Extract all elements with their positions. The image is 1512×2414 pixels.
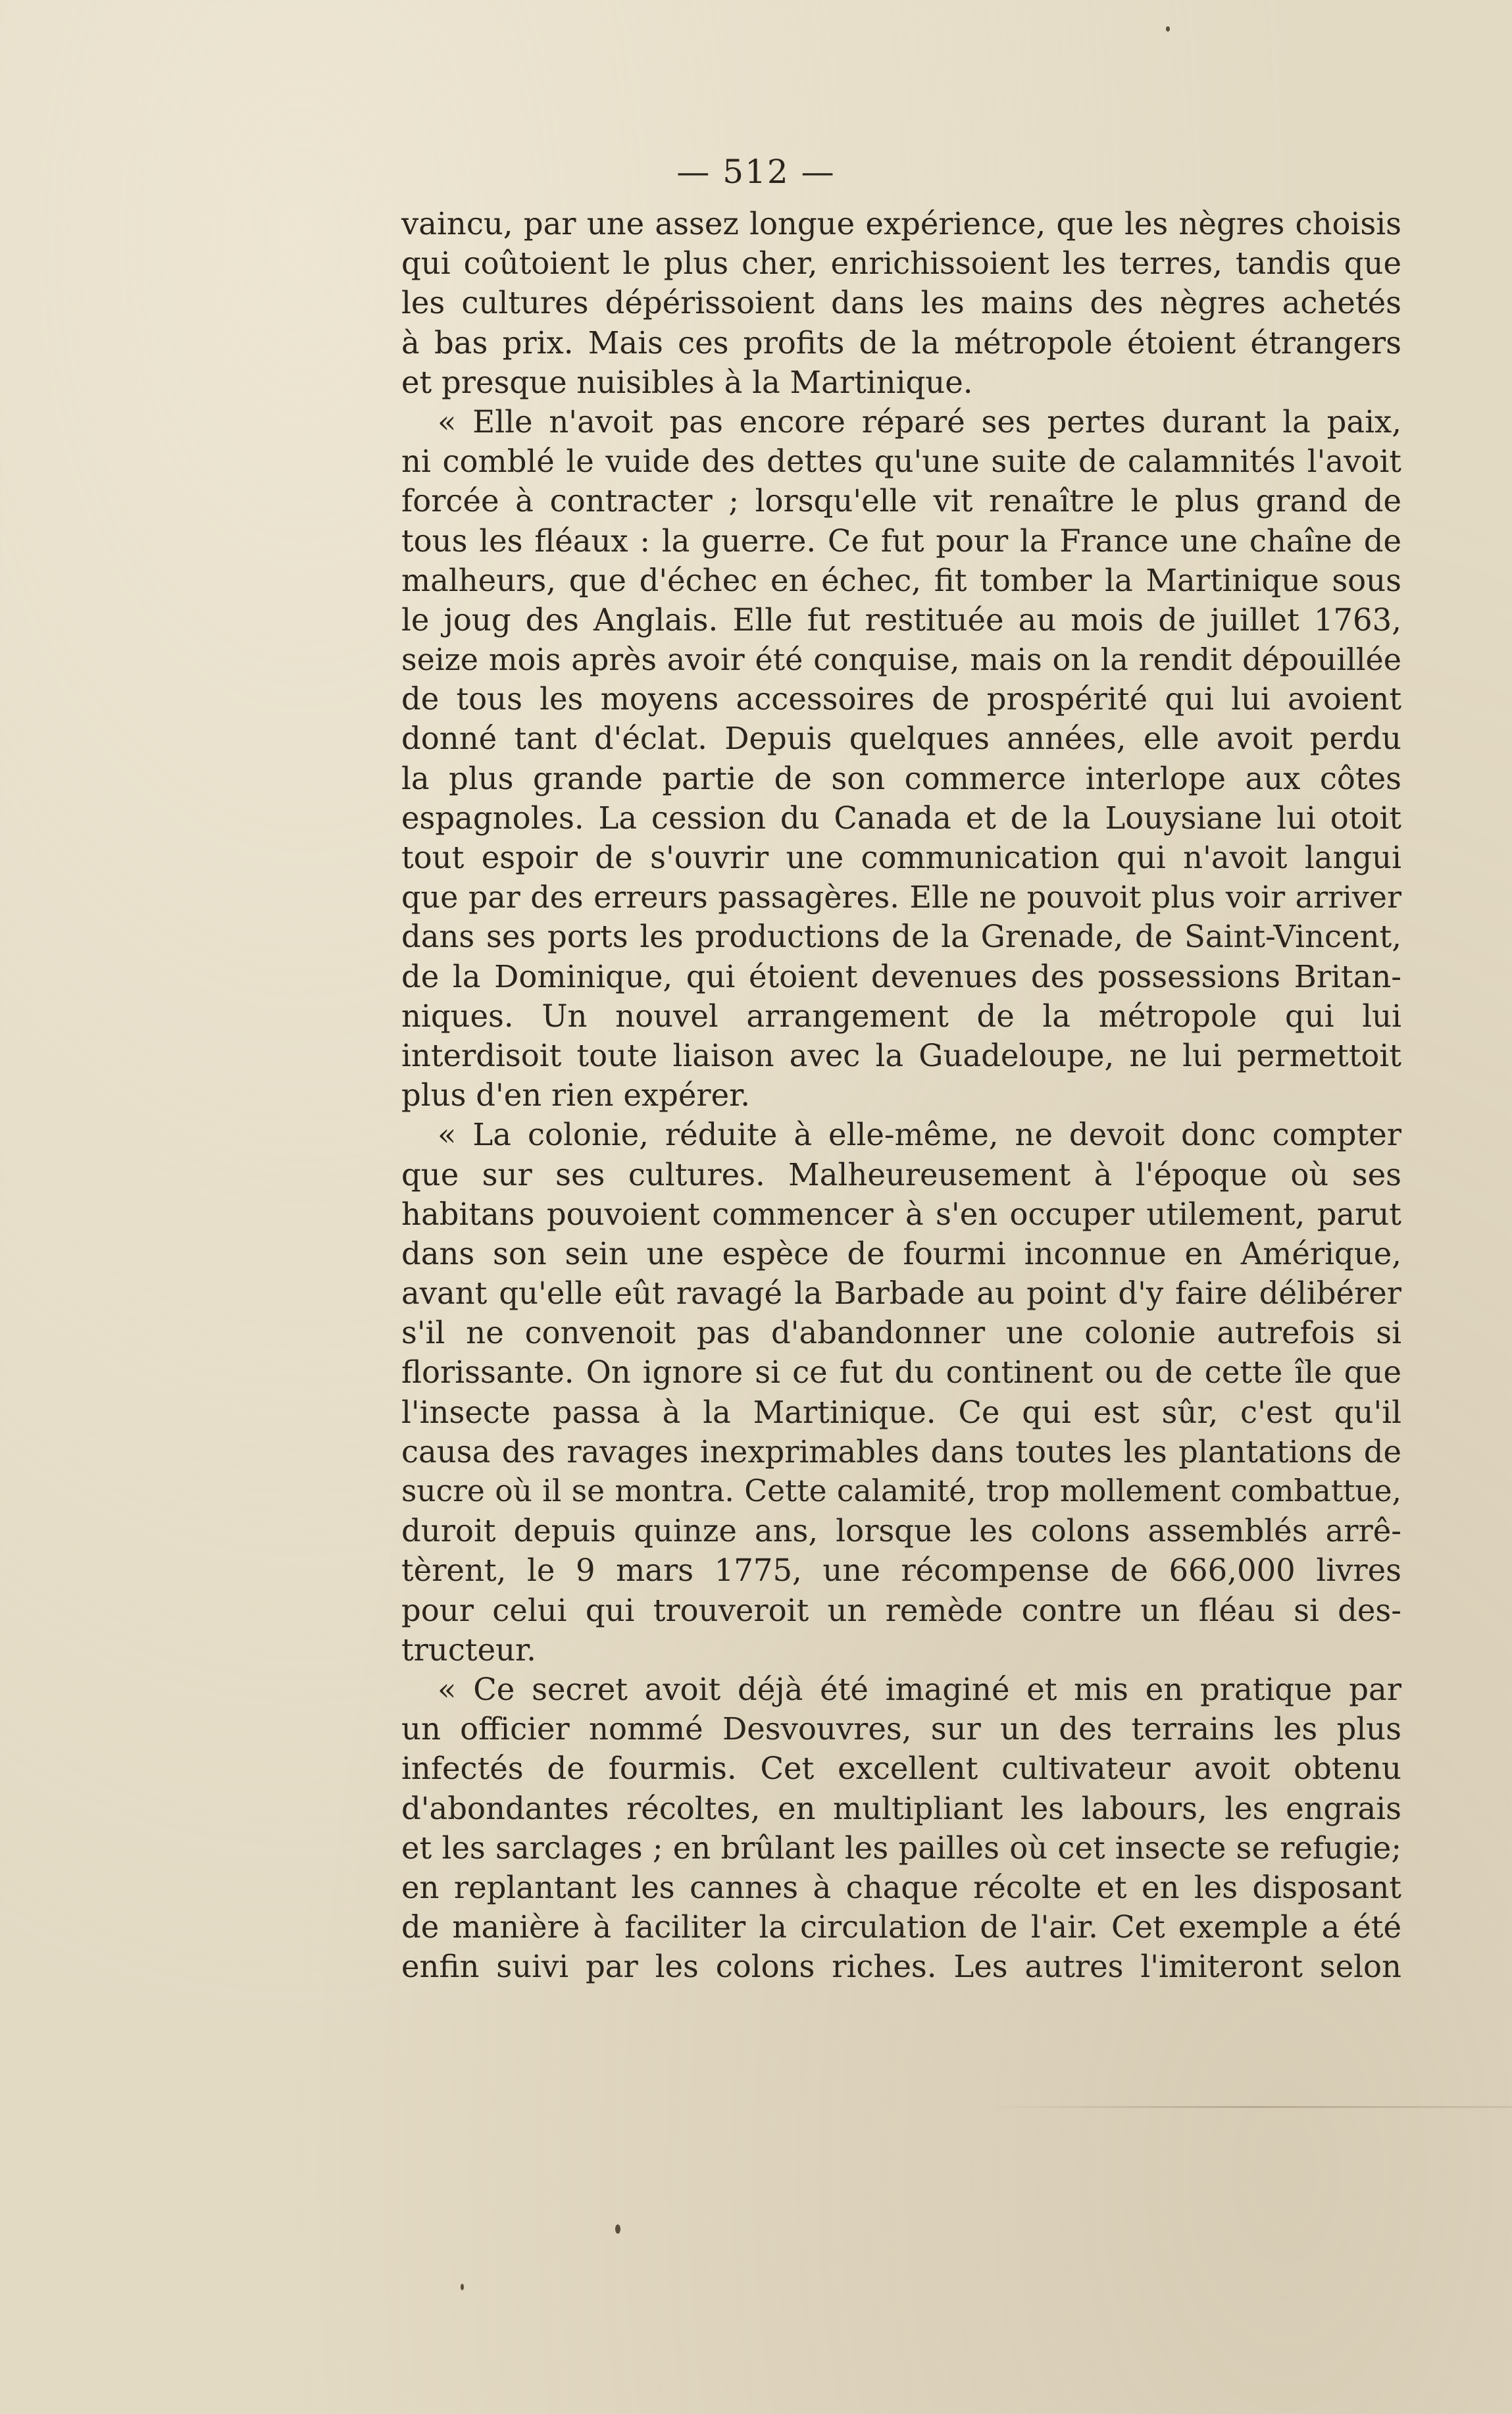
text-line: vaincu, par une assez longue expérience, que les nègres choisis	[401, 206, 1401, 242]
text-line: et les sarclages ; en brûlant les pailles où cet insecte se refugie;	[401, 1830, 1401, 1866]
ink-speck	[461, 2284, 464, 2290]
text-line: habitans pouvoient commencer à s'en occuper utilement, parut	[401, 1196, 1401, 1232]
text-line: les cultures dépérissoient dans les mains des nègres achetés	[401, 285, 1401, 321]
body-text	[401, 204, 1401, 1986]
text-line: que sur ses cultures. Malheureusement à l'époque où ses	[401, 1156, 1401, 1193]
text-line: florissante. On ignore si ce fut du continent ou de cette île que	[401, 1354, 1401, 1391]
text-line: « Ce secret avoit déjà été imaginé et mis en pratique par	[438, 1671, 1401, 1707]
text-line: « La colonie, réduite à elle-même, ne devoit donc compter	[438, 1117, 1401, 1153]
text-line: à bas prix. Mais ces profits de la métropole étoient étrangers	[401, 324, 1401, 361]
text-line: de la Dominique, qui étoient devenues des possessions Britan-	[401, 958, 1401, 994]
ink-speck	[615, 2224, 620, 2234]
text-line: un officier nommé Desvouvres, sur un des terrains les plus	[401, 1711, 1401, 1747]
text-line: tous les fléaux : la guerre. Ce fut pour la France une chaîne de	[401, 523, 1401, 559]
text-line: tout espoir de s'ouvrir une communication qui n'avoit langui	[401, 840, 1401, 875]
text-line: niques. Un nouvel arrangement de la métropole qui lui	[401, 998, 1401, 1034]
text-line: qui coûtoient le plus cher, enrichissoient les terres, tandis que	[401, 245, 1401, 282]
text-line: seize mois après avoir été conquise, mais on la rendit dépouillée	[401, 642, 1401, 678]
ink-speck	[1166, 26, 1170, 32]
text-line: tèrent, le 9 mars 1775, une récompense de 666,000 livres	[401, 1553, 1401, 1589]
text-line: duroit depuis quinze ans, lorsque les colons assemblés arrê-	[401, 1513, 1401, 1549]
page-stain-rule	[987, 2106, 1512, 2108]
text-line: pour celui qui trouveroit un remède contre un fléau si des-	[401, 1592, 1401, 1628]
text-line: en replantant les cannes à chaque récolte et en les disposant	[401, 1869, 1401, 1905]
text-line: et presque nuisibles à la Martinique.	[401, 364, 973, 400]
text-line: interdisoit toute liaison avec la Guadeloupe, ne lui permettoit	[401, 1037, 1401, 1073]
text-line: forcée à contracter ; lorsqu'elle vit renaître le plus grand de	[401, 483, 1401, 519]
text-line: espagnoles. La cession du Canada et de la Louysiane lui otoit	[401, 800, 1401, 836]
text-line: dans son sein une espèce de fourmi inconnue en Amérique,	[401, 1235, 1401, 1271]
text-line: malheurs, que d'échec en échec, fit tomber la Martinique sous	[401, 562, 1401, 598]
text-line: de tous les moyens accessoires de prospérité qui lui avoient	[401, 681, 1401, 717]
text-line: avant qu'elle eût ravagé la Barbade au point d'y faire délibérer	[401, 1275, 1401, 1312]
text-line: donné tant d'éclat. Depuis quelques années, elle avoit perdu	[401, 721, 1401, 757]
text-line: « Elle n'avoit pas encore réparé ses pertes durant la paix,	[438, 403, 1401, 440]
text-line: enfin suivi par les colons riches. Les autres l'imiteront selon	[401, 1949, 1401, 1985]
text-line: dans ses ports les productions de la Grenade, de Saint-Vincent,	[401, 919, 1401, 955]
text-line: le joug des Anglais. Elle fut restituée au mois de juillet 1763,	[401, 602, 1401, 638]
text-line: tructeur.	[401, 1631, 536, 1668]
text-line: causa des ravages inexprimables dans toutes les plantations de	[401, 1433, 1401, 1470]
text-line: d'abondantes récoltes, en multipliant les labours, les engrais	[401, 1790, 1401, 1826]
text-line: que par des erreurs passagères. Elle ne pouvoit plus voir arriver	[401, 879, 1401, 915]
text-line: plus d'en rien expérer.	[401, 1077, 751, 1114]
text-line: de manière à faciliter la circulation de l'air. Cet exemple a été	[401, 1909, 1401, 1945]
text-line: la plus grande partie de son commerce interlope aux côtes	[401, 760, 1401, 796]
text-line: sucre où il se montra. Cette calamité, trop mollement combattue,	[401, 1474, 1401, 1508]
text-line: infectés de fourmis. Cet excellent cultivateur avoit obtenu	[401, 1751, 1401, 1787]
page-number: — 512 —	[676, 153, 836, 191]
text-line: l'insecte passa à la Martinique. Ce qui est sûr, c'est qu'il	[401, 1394, 1401, 1430]
text-line: s'il ne convenoit pas d'abandonner une colonie autrefois si	[401, 1315, 1401, 1351]
text-line: ni comblé le vuide des dettes qu'une suite de calamnités l'avoit	[401, 444, 1401, 480]
